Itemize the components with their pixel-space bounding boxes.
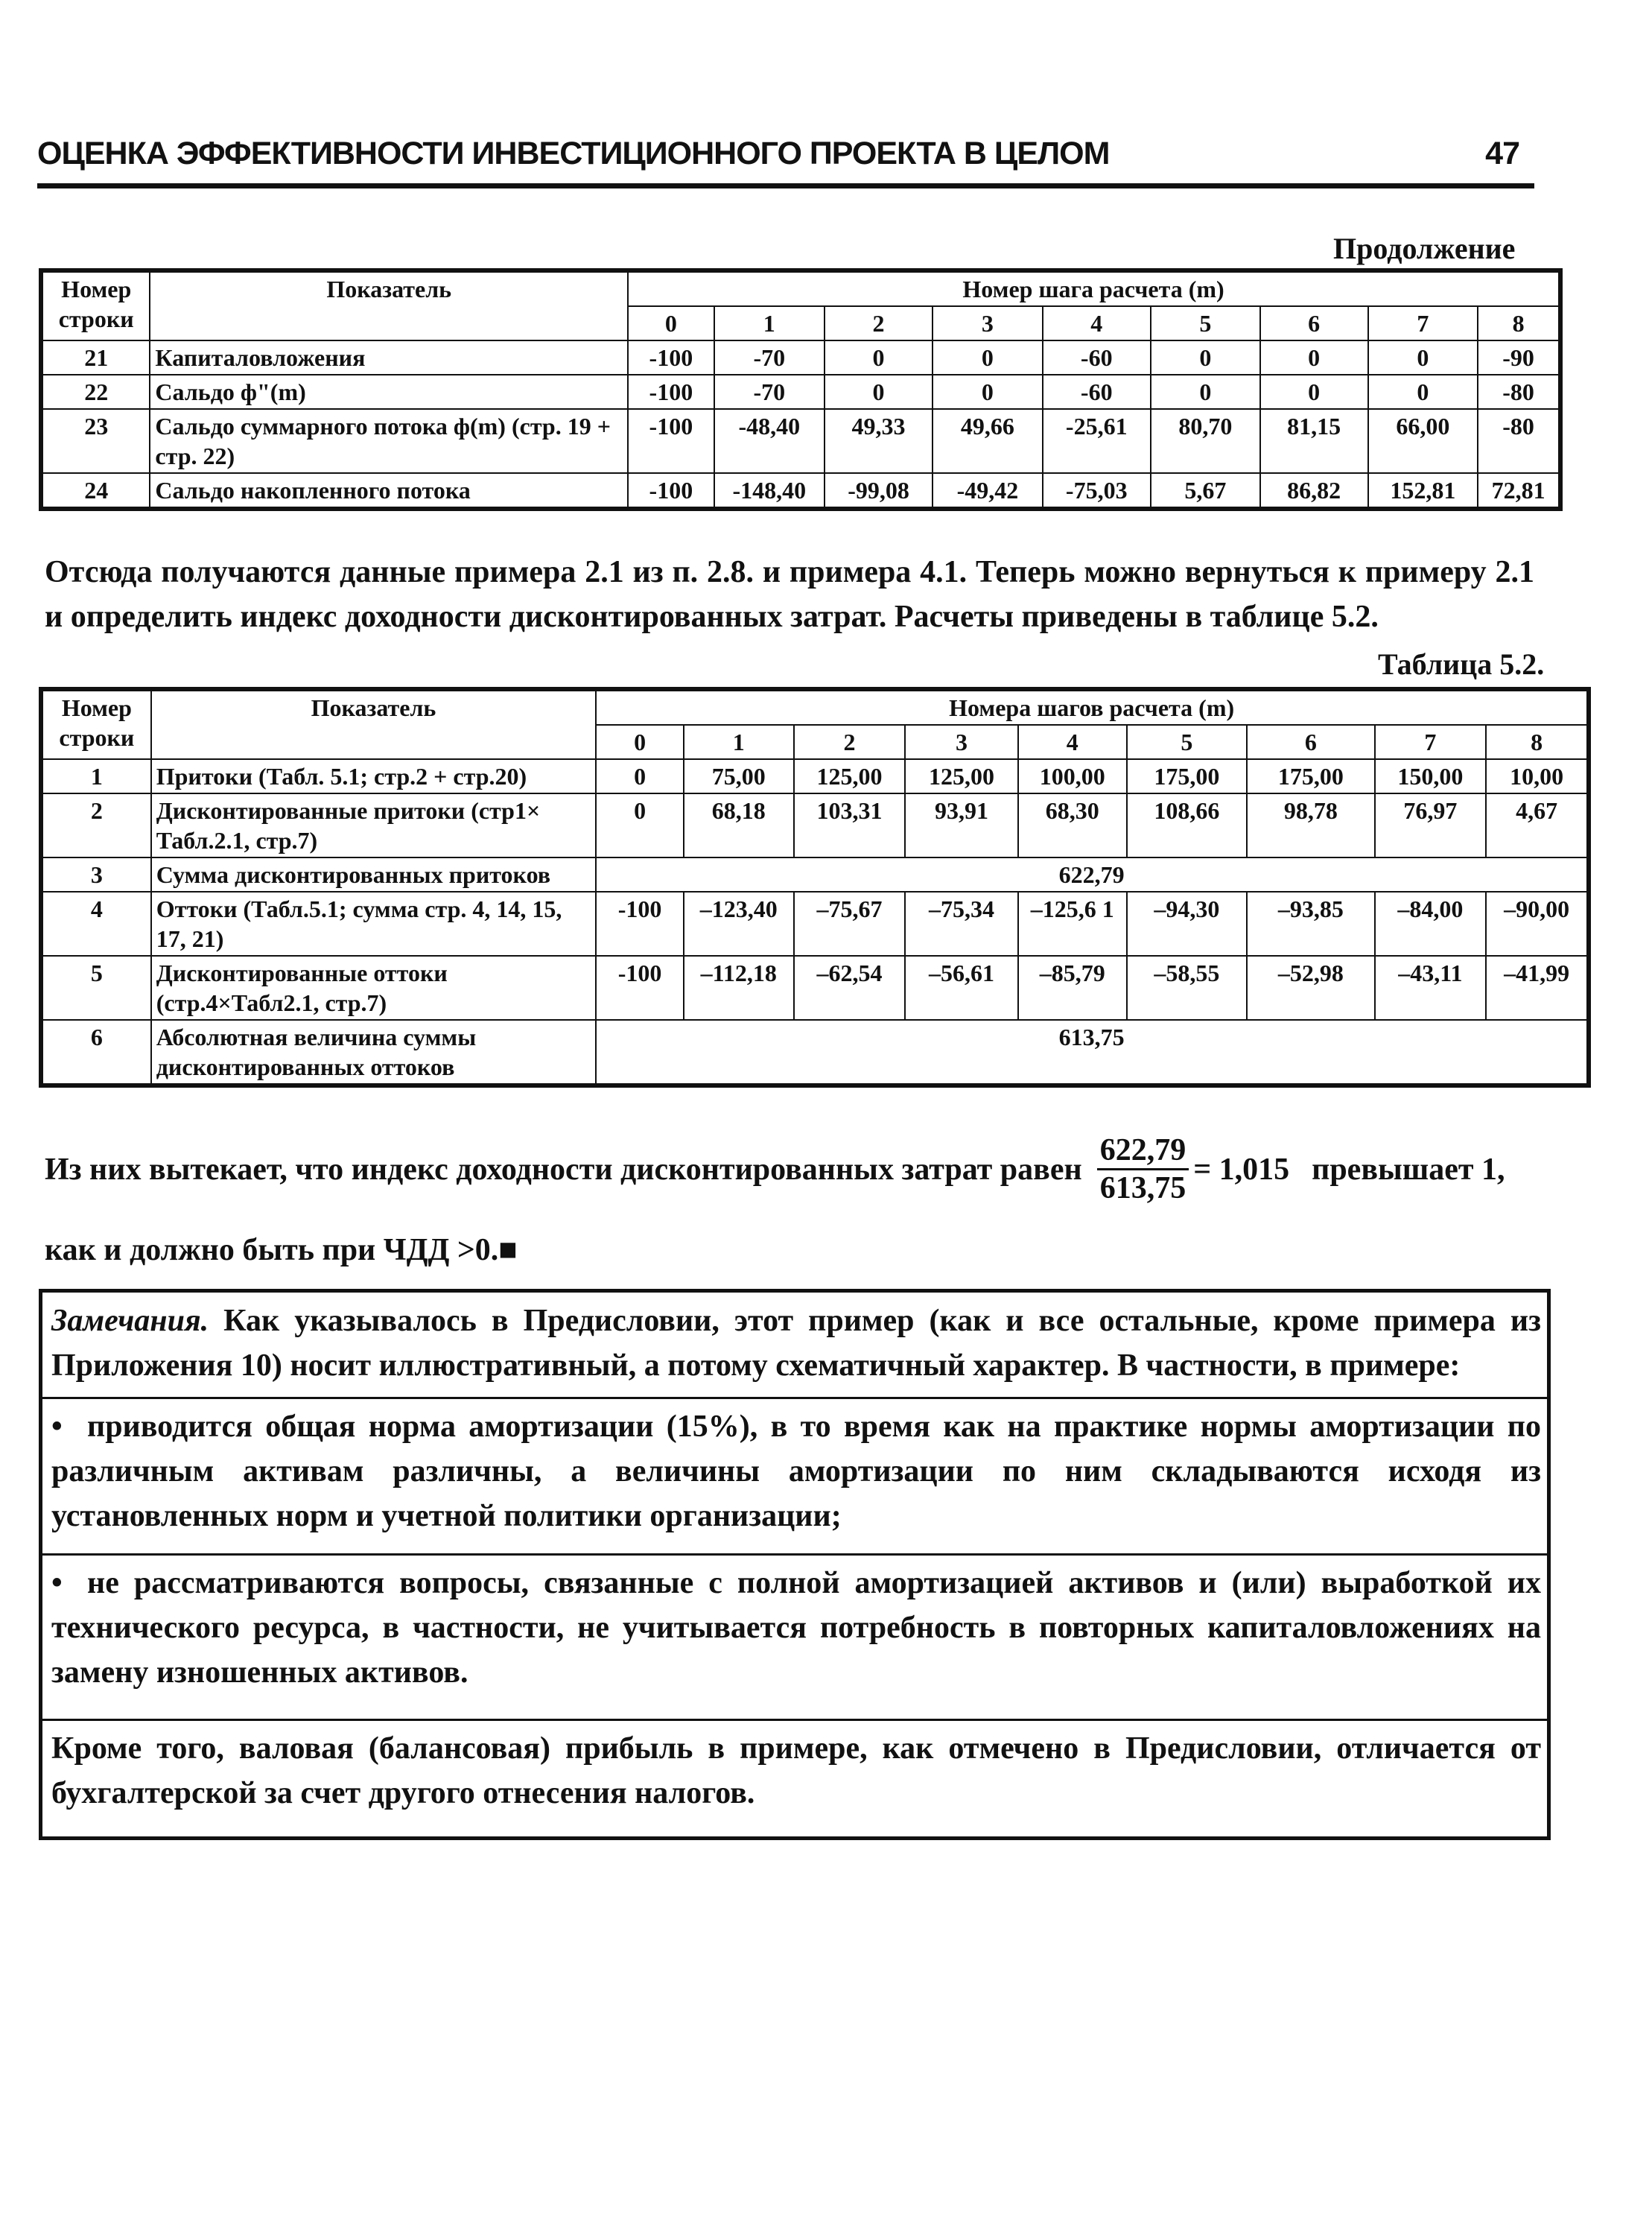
header-title: ОЦЕНКА ЭФФЕКТИВНОСТИ ИНВЕСТИЦИОННОГО ПРОЕКТА В ЦЕЛОМ (37, 136, 1110, 171)
table-cell: 80,70 (1151, 409, 1260, 473)
step-header: 5 (1151, 306, 1260, 340)
row-number: 23 (41, 409, 150, 473)
table-cell: 0 (1151, 375, 1260, 409)
row-number: 3 (41, 857, 151, 892)
table-cell: –84,00 (1375, 892, 1487, 956)
table1-caption: Продолжение (1333, 232, 1516, 265)
header-rule (37, 183, 1534, 188)
table-cell: -148,40 (714, 473, 825, 509)
row-indicator: Капиталовложения (150, 340, 628, 375)
table-cell: 152,81 (1368, 473, 1478, 509)
table-cell: 0 (1151, 340, 1260, 375)
table-row (41, 892, 1589, 956)
formula-line (45, 1132, 1542, 1206)
fraction (1097, 1132, 1189, 1206)
paragraph-1: Отсюда получаются данные примера 2.1 из п. 2.8. и примера 4.1. Теперь можно вернуться к примеру 2.1 и определить индекс доходности дисконтированных затрат. Расчеты приведены в таблице 5.2. (45, 555, 1534, 634)
table-cell: 49,33 (825, 409, 933, 473)
bullet-icon: • (51, 1566, 63, 1600)
table-cell: –43,11 (1375, 956, 1487, 1020)
table-5-2 (39, 687, 1591, 1088)
table-cell: 10,00 (1486, 759, 1589, 793)
notes-label: Замечания. (51, 1304, 209, 1338)
step-header: 4 (1043, 306, 1151, 340)
table-cell: -100 (628, 375, 714, 409)
step-header: 8 (1486, 725, 1589, 759)
formula-result: = 1,015 (1193, 1152, 1290, 1187)
table-cell: -48,40 (714, 409, 825, 473)
table-cell: 5,67 (1151, 473, 1260, 509)
row-indicator: Оттоки (Табл.5.1; сумма стр. 4, 14, 15, 17, 21) (151, 892, 597, 956)
col-row-number: Номер строки (41, 689, 151, 759)
table-cell: –41,99 (1486, 956, 1589, 1020)
table-cell: -99,08 (825, 473, 933, 509)
running-header (37, 136, 1534, 172)
table-cell: 93,91 (905, 793, 1018, 857)
table-cell: –90,00 (1486, 892, 1589, 956)
table-row (41, 956, 1589, 1020)
table-cell: -90 (1478, 340, 1560, 375)
table-row (41, 793, 1589, 857)
merged-value: 622,79 (596, 857, 1589, 892)
table-cell: 0 (1260, 340, 1368, 375)
notes-bullet-2 (51, 1561, 1541, 1695)
notes-bullet-1-text: приводится общая норма амортизации (15%), в то время как на практике нормы амортизации по различным активам различны, а величины амортизации по ним складываются исходя из установленных норм и учетной политики организации; (51, 1410, 1541, 1533)
step-header: 7 (1375, 725, 1487, 759)
table-cell: –56,61 (905, 956, 1018, 1020)
table-cell: 81,15 (1260, 409, 1368, 473)
table-cell: 103,31 (794, 793, 906, 857)
table2-caption: Таблица 5.2. (1378, 647, 1545, 681)
step-header: 5 (1127, 725, 1248, 759)
table-cell: 0 (1368, 375, 1478, 409)
step-header: 3 (933, 306, 1042, 340)
row-indicator: Дисконтированные оттоки (стр.4×Табл2.1, стр.7) (151, 956, 597, 1020)
formula-text-after: превышает 1, (1312, 1152, 1505, 1187)
fraction-denominator: 613,75 (1099, 1171, 1186, 1205)
table-cell: 108,66 (1127, 793, 1248, 857)
row-number: 4 (41, 892, 151, 956)
table-cell: -100 (596, 892, 684, 956)
table-cell: 0 (825, 375, 933, 409)
step-header: 2 (825, 306, 933, 340)
table-cell: -80 (1478, 409, 1560, 473)
table-row (41, 857, 1589, 892)
row-number: 5 (41, 956, 151, 1020)
table-cell: –52,98 (1247, 956, 1374, 1020)
step-header: 6 (1260, 306, 1368, 340)
table-cell: 76,97 (1375, 793, 1487, 857)
table-cell: -100 (628, 340, 714, 375)
step-header: 1 (684, 725, 794, 759)
step-header: 1 (714, 306, 825, 340)
step-header: 0 (628, 306, 714, 340)
table-cell: 66,00 (1368, 409, 1478, 473)
notes-divider (42, 1719, 1547, 1721)
table-cell: 0 (933, 340, 1042, 375)
row-number: 2 (41, 793, 151, 857)
notes-bullet-2-text: не рассматриваются вопросы, связанные с полной амортизацией активов и (или) выработкой их технического ресурса, в частности, не учитывается потребность в повторных капиталовложениях на замену изношенных активов. (51, 1566, 1541, 1690)
col-steps: Номер шага расчета (m) (628, 270, 1560, 306)
table-cell: 86,82 (1260, 473, 1368, 509)
table-cell: 100,00 (1018, 759, 1127, 793)
table-cell: -60 (1043, 340, 1151, 375)
col-steps: Номера шагов расчета (m) (596, 689, 1589, 725)
table-cell: 0 (825, 340, 933, 375)
notes-bullet-1 (51, 1404, 1541, 1538)
row-indicator: Дисконтированные притоки (стр1× Табл.2.1, стр.7) (151, 793, 597, 857)
table-cell: –85,79 (1018, 956, 1127, 1020)
table-row (41, 759, 1589, 793)
table-cell: –62,54 (794, 956, 906, 1020)
table-cell: –112,18 (684, 956, 794, 1020)
page-number: 47 (1485, 136, 1519, 171)
table-cell: 68,30 (1018, 793, 1127, 857)
table-cell: -49,42 (933, 473, 1042, 509)
table-cell: 125,00 (794, 759, 906, 793)
step-header: 7 (1368, 306, 1478, 340)
merged-value: 613,75 (596, 1020, 1589, 1085)
table-cell: -100 (596, 956, 684, 1020)
table-cell: –123,40 (684, 892, 794, 956)
notes-box (39, 1289, 1551, 1840)
step-header: 4 (1018, 725, 1127, 759)
row-number: 22 (41, 375, 150, 409)
notes-divider (42, 1397, 1547, 1399)
table-cell: –94,30 (1127, 892, 1248, 956)
table-cell: 49,66 (933, 409, 1042, 473)
table-row (41, 409, 1560, 473)
notes-paragraph-1 (51, 1299, 1541, 1388)
table-continuation (39, 268, 1563, 511)
table-row (41, 1020, 1589, 1085)
notes-divider (42, 1553, 1547, 1556)
row-indicator: Сальдо ф"(m) (150, 375, 628, 409)
table-cell: 0 (933, 375, 1042, 409)
step-header: 6 (1247, 725, 1374, 759)
table-cell: -25,61 (1043, 409, 1151, 473)
row-indicator: Сумма дисконтированных притоков (151, 857, 597, 892)
table-cell: 175,00 (1127, 759, 1248, 793)
step-header: 3 (905, 725, 1018, 759)
formula-text-before: Из них вытекает, что индекс доходности дисконтированных затрат равен (45, 1152, 1082, 1187)
table-cell: 0 (1260, 375, 1368, 409)
table-cell: 4,67 (1486, 793, 1589, 857)
formula-line-2: как и должно быть при ЧДД >0.■ (45, 1233, 518, 1267)
table-cell: -70 (714, 375, 825, 409)
row-number: 6 (41, 1020, 151, 1085)
table-cell: -100 (628, 409, 714, 473)
table-cell: 72,81 (1478, 473, 1560, 509)
table-cell: –75,67 (794, 892, 906, 956)
row-indicator: Сальдо суммарного потока ф(m) (стр. 19 + стр. 22) (150, 409, 628, 473)
table-cell: 75,00 (684, 759, 794, 793)
row-indicator: Притоки (Табл. 5.1; стр.2 + стр.20) (151, 759, 597, 793)
table-cell: -100 (628, 473, 714, 509)
row-indicator: Абсолютная величина суммы дисконтированных оттоков (151, 1020, 597, 1085)
table-cell: 0 (596, 759, 684, 793)
col-indicator: Показатель (151, 689, 597, 759)
table-cell: 175,00 (1247, 759, 1374, 793)
row-indicator: Сальдо накопленного потока (150, 473, 628, 509)
step-header: 8 (1478, 306, 1560, 340)
notes-text-1: Как указывалось в Предисловии, этот пример (как и все остальные, кроме примера из Приложения 10) носит иллюстративный, а потому схематичный характер. В частности, в примере: (51, 1304, 1541, 1383)
row-number: 1 (41, 759, 151, 793)
table-cell: 0 (596, 793, 684, 857)
table-cell: -75,03 (1043, 473, 1151, 509)
notes-paragraph-2: Кроме того, валовая (балансовая) прибыль в примере, как отмечено в Предисловии, отличается от бухгалтерской за счет другого отнесения налогов. (51, 1731, 1541, 1810)
table-cell: –93,85 (1247, 892, 1374, 956)
table-row (41, 473, 1560, 509)
bullet-icon: • (51, 1410, 63, 1444)
step-header: 2 (794, 725, 906, 759)
step-header: 0 (596, 725, 684, 759)
table-cell: 68,18 (684, 793, 794, 857)
table-cell: 125,00 (905, 759, 1018, 793)
table-cell: 150,00 (1375, 759, 1487, 793)
col-indicator: Показатель (150, 270, 628, 340)
table-cell: 0 (1368, 340, 1478, 375)
table-cell: -80 (1478, 375, 1560, 409)
table-cell: 98,78 (1247, 793, 1374, 857)
table-cell: -70 (714, 340, 825, 375)
row-number: 21 (41, 340, 150, 375)
table-row (41, 375, 1560, 409)
table-cell: –75,34 (905, 892, 1018, 956)
table-row (41, 340, 1560, 375)
table-cell: –58,55 (1127, 956, 1248, 1020)
row-number: 24 (41, 473, 150, 509)
table-cell: -60 (1043, 375, 1151, 409)
table-cell: –125,6 1 (1018, 892, 1127, 956)
fraction-numerator: 622,79 (1097, 1132, 1189, 1170)
col-row-number: Номер строки (41, 270, 150, 340)
